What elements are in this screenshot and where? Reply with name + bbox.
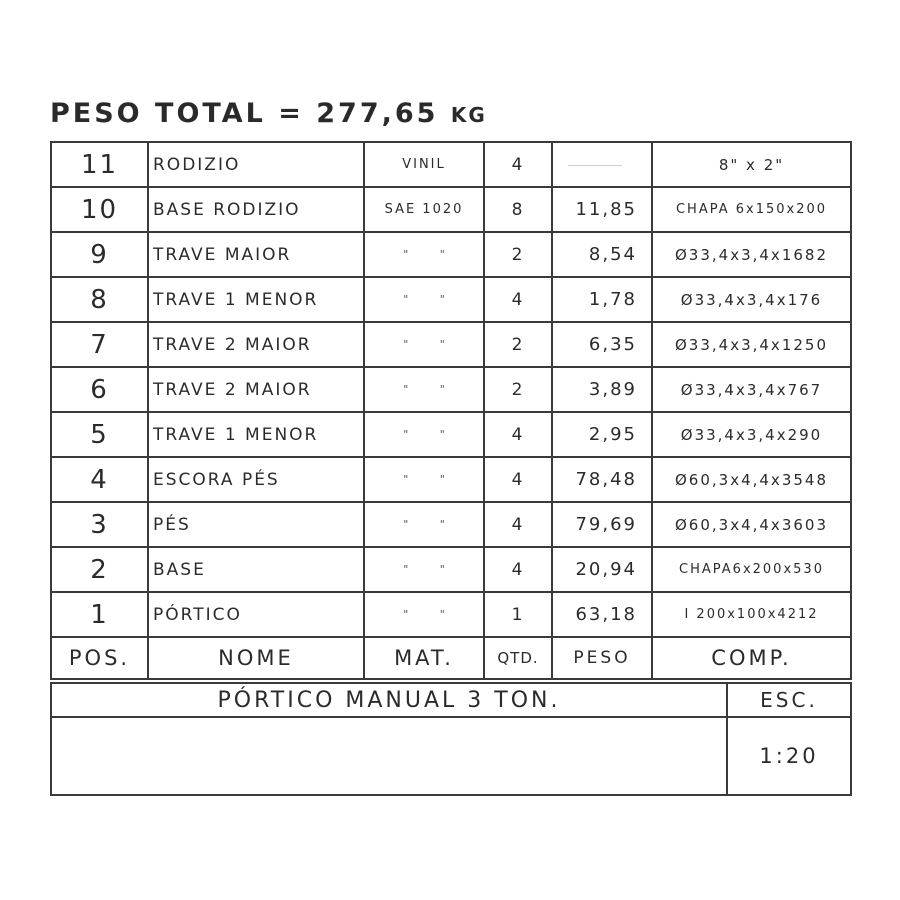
pos-cell: 11 [51,142,148,187]
mat-cell: " " [364,547,484,592]
qtd-cell: 4 [484,547,552,592]
nome-cell: TRAVE 2 MAIOR [148,367,364,412]
nome-cell: TRAVE 2 MAIOR [148,322,364,367]
table-row [51,277,851,322]
table-row [51,322,851,367]
nome-cell: TRAVE 1 MENOR [148,412,364,457]
qtd-cell: 4 [484,412,552,457]
total-weight [50,98,487,129]
header-qtd: QTD. [484,637,552,679]
comp-cell: Ø33,4x3,4x1682 [652,232,851,277]
bill-of-materials-table [50,141,852,680]
table-row [51,232,851,277]
mat-cell: " " [364,277,484,322]
peso-cell: 63,18 [552,592,652,637]
nome-cell: PÓRTICO [148,592,364,637]
mat-cell: " " [364,457,484,502]
qtd-cell: 4 [484,277,552,322]
notes-area [51,717,727,795]
header-comp: COMP. [652,637,851,679]
table-row [51,142,851,187]
comp-cell: Ø33,4x3,4x290 [652,412,851,457]
header-mat: MAT. [364,637,484,679]
pos-cell: 4 [51,457,148,502]
qtd-cell: 4 [484,142,552,187]
peso-cell: 8,54 [552,232,652,277]
pos-cell: 8 [51,277,148,322]
mat-cell: " " [364,502,484,547]
comp-cell: CHAPA6x200x530 [652,547,851,592]
peso-cell: 20,94 [552,547,652,592]
qtd-cell: 1 [484,592,552,637]
pos-cell: 6 [51,367,148,412]
qtd-cell: 8 [484,187,552,232]
comp-cell: Ø60,3x4,4x3548 [652,457,851,502]
qtd-cell: 4 [484,457,552,502]
peso-cell [552,142,652,187]
table-row [51,547,851,592]
table-row [51,412,851,457]
peso-cell: 3,89 [552,367,652,412]
table-row [51,502,851,547]
nome-cell: TRAVE 1 MENOR [148,277,364,322]
pos-cell: 5 [51,412,148,457]
comp-cell: CHAPA 6x150x200 [652,187,851,232]
peso-cell: 11,85 [552,187,652,232]
mat-cell: " " [364,232,484,277]
mat-cell: VINIL [364,142,484,187]
qtd-cell: 2 [484,232,552,277]
total-weight-label: PESO TOTAL = 277,65 [50,98,439,129]
pos-cell: 7 [51,322,148,367]
mat-cell: " " [364,322,484,367]
header-pos: POS. [51,637,148,679]
table-header-row [51,637,851,679]
table-row [51,187,851,232]
empty-dash [568,165,622,166]
nome-cell: TRAVE MAIOR [148,232,364,277]
header-peso: PESO [552,637,652,679]
drawing-title: PÓRTICO MANUAL 3 TON. [51,683,727,717]
pos-cell: 3 [51,502,148,547]
nome-cell: ESCORA PÉS [148,457,364,502]
qtd-cell: 4 [484,502,552,547]
table-row [51,367,851,412]
pos-cell: 10 [51,187,148,232]
nome-cell: BASE [148,547,364,592]
scale-label: ESC. [727,683,851,717]
table-row [51,592,851,637]
comp-cell: 8" x 2" [652,142,851,187]
qtd-cell: 2 [484,367,552,412]
table-row [51,457,851,502]
nome-cell: PÉS [148,502,364,547]
nome-cell: BASE RODIZIO [148,187,364,232]
mat-cell: SAE 1020 [364,187,484,232]
mat-cell: " " [364,367,484,412]
pos-cell: 2 [51,547,148,592]
comp-cell: Ø33,4x3,4x1250 [652,322,851,367]
mat-cell: " " [364,592,484,637]
header-nome: NOME [148,637,364,679]
pos-cell: 1 [51,592,148,637]
peso-cell: 1,78 [552,277,652,322]
comp-cell: Ø33,4x3,4x767 [652,367,851,412]
total-weight-unit: KG [450,103,487,127]
pos-cell: 9 [51,232,148,277]
peso-cell: 6,35 [552,322,652,367]
peso-cell: 2,95 [552,412,652,457]
comp-cell: I 200x100x4212 [652,592,851,637]
title-block [50,682,852,796]
peso-cell: 78,48 [552,457,652,502]
qtd-cell: 2 [484,322,552,367]
scale-value: 1:20 [727,717,851,795]
nome-cell: RODIZIO [148,142,364,187]
peso-cell: 79,69 [552,502,652,547]
mat-cell: " " [364,412,484,457]
comp-cell: Ø60,3x4,4x3603 [652,502,851,547]
comp-cell: Ø33,4x3,4x176 [652,277,851,322]
